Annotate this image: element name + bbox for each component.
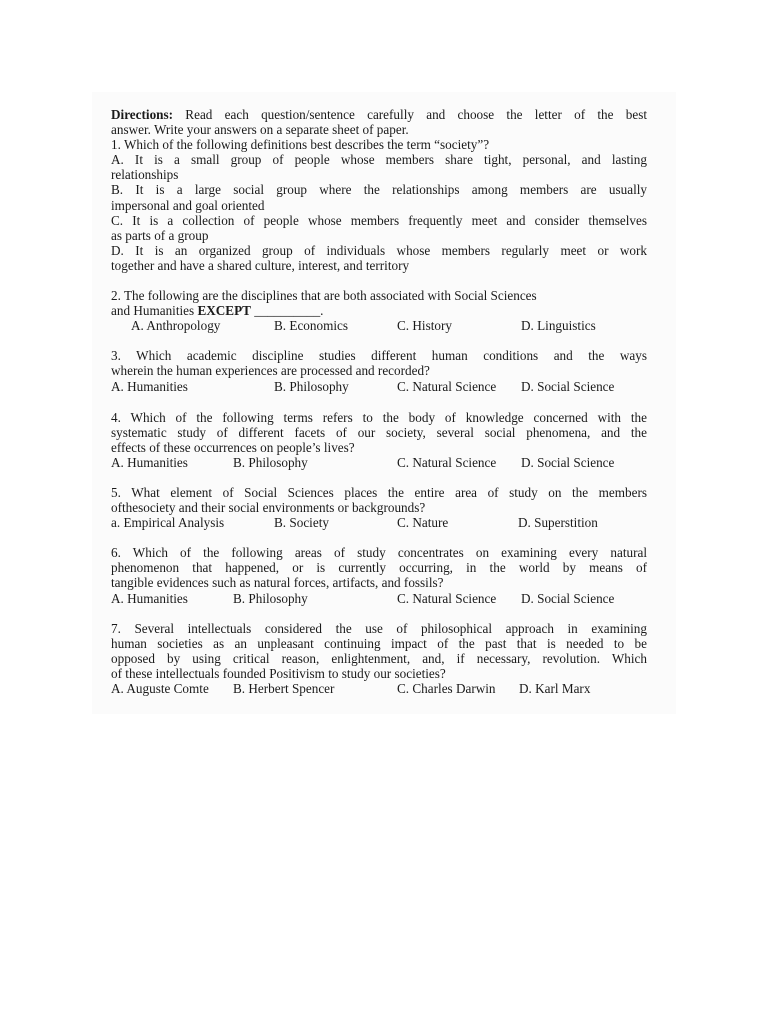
q1-option-d-cont: together and have a shared culture, interest, and territory (111, 257, 410, 273)
q6-choice-d: D. Social Science (521, 590, 615, 606)
q2-choices (111, 318, 647, 333)
q3-choice-c: C. Natural Science (397, 378, 497, 394)
q4-stem-line-3: effects of these occurrences on people’s lives? (111, 439, 355, 455)
q7-stem-line-2: human societies as an unpleasant continuing impact of the past that is needed to be (111, 635, 647, 651)
q2-stem-line-2 (111, 303, 647, 318)
directions-line-2: answer. Write your answers on a separate sheet of paper. (111, 122, 409, 138)
directions-text: Read each question/sentence carefully and choose the letter of the best (185, 107, 647, 122)
q5-stem-line-2: ofthesociety and their social environments or backgrounds? (111, 500, 426, 516)
q6-choice-a: A. Humanities (111, 590, 188, 606)
q1-stem: 1. Which of the following definitions best describes the term “society”? (111, 137, 490, 153)
q6-choices (111, 591, 647, 606)
q7-stem-line-3: opposed by using critical reason, enlightenment, and, if necessary, revolution. Which (111, 650, 647, 666)
q6-choice-b: B. Philosophy (233, 590, 308, 606)
q4-choices (111, 455, 647, 470)
q7-choice-c: C. Charles Darwin (397, 681, 496, 696)
q1-option-b-cont: impersonal and goal oriented (111, 197, 265, 213)
directions-line-1 (111, 107, 647, 122)
q6-stem-line-2: phenomenon that happened, or is currently occurring, in the world by means of (111, 560, 647, 576)
q1-option-c: C. It is a collection of people whose members frequently meet and consider themselves (111, 212, 647, 228)
q4-choice-a: A. Humanities (111, 454, 188, 470)
q5-choice-a: a. Empirical Analysis (111, 515, 225, 531)
q7-choice-d: D. Karl Marx (519, 681, 591, 696)
q7-choices (111, 681, 647, 696)
q5-choices (111, 515, 647, 530)
q4-choice-d: D. Social Science (521, 454, 615, 470)
q5-stem-line-1: 5. What element of Social Sciences places the entire area of study on the members (111, 484, 647, 500)
q7-choice-b: B. Herbert Spencer (233, 681, 335, 696)
q1-option-a-cont: relationships (111, 167, 179, 183)
q6-stem-line-3: tangible evidences such as natural forces, artifacts, and fossils? (111, 575, 444, 591)
q2-choice-d: D. Linguistics (521, 318, 596, 334)
q4-stem-line-1: 4. Which of the following terms refers to the body of knowledge concerned with the (111, 409, 647, 425)
q5-choice-c: C. Nature (397, 515, 449, 531)
q6-stem-line-1: 6. Which of the following areas of study concentrates on examining every natural (111, 545, 647, 561)
directions-label: Directions: (111, 107, 174, 122)
q3-stem-line-1: 3. Which academic discipline studies different human conditions and the ways (111, 348, 647, 364)
q7-choice-a: A. Auguste Comte (111, 681, 209, 696)
q2-choice-b: B. Economics (274, 318, 348, 334)
q3-choice-a: A. Humanities (111, 378, 188, 394)
worksheet-content (111, 107, 647, 696)
q1-option-a: A. It is a small group of people whose members share tight, personal, and lasting (111, 152, 647, 168)
q3-choice-d: D. Social Science (521, 378, 615, 394)
q2-choice-c: C. History (397, 318, 452, 334)
q3-choices (111, 379, 647, 394)
q4-stem-line-2: systematic study of different facets of our society, several social phenomena, and the (111, 424, 647, 440)
q7-stem-line-1: 7. Several intellectuals considered the use of philosophical approach in examining (111, 620, 647, 636)
q2-choice-a: A. Anthropology (131, 318, 221, 334)
q2-except-word: EXCEPT (197, 303, 251, 319)
q5-choice-d: D. Superstition (518, 515, 598, 531)
q4-choice-b: B. Philosophy (233, 454, 308, 470)
q6-choice-c: C. Natural Science (397, 590, 497, 606)
q3-choice-b: B. Philosophy (274, 378, 349, 394)
q4-choice-c: C. Natural Science (397, 454, 497, 470)
q3-stem-line-2: wherein the human experiences are processed and recorded? (111, 363, 430, 379)
q1-option-b: B. It is a large social group where the relationships among members are usually (111, 182, 647, 198)
q2-stem-line-1: 2. The following are the disciplines that are both associated with Social Sciences (111, 288, 537, 304)
q1-option-c-cont: as parts of a group (111, 227, 209, 243)
q5-choice-b: B. Society (274, 515, 329, 531)
q2-blank: __________. (250, 303, 324, 319)
q7-stem-line-4: of these intellectuals founded Positivism to study our societies? (111, 665, 446, 681)
q1-option-d: D. It is an organized group of individuals whose members regularly meet or work (111, 242, 647, 258)
q2-stem-pre: and Humanities (111, 303, 198, 319)
